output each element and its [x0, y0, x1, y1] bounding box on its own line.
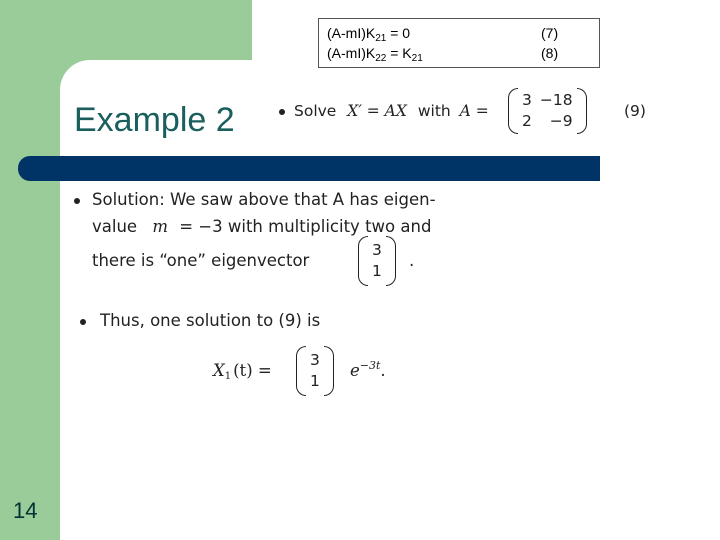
- solution-period: .: [409, 251, 415, 270]
- title-rule-bar: [18, 156, 600, 181]
- solution-vector: 3 1: [296, 346, 334, 396]
- problem-statement: Solve X′ = AX with A =: [294, 102, 489, 120]
- matrix-a: 3 −18 2 −9: [508, 88, 587, 134]
- solution-lhs: $X_1$ (t) =: [213, 361, 272, 382]
- equation-7-number: (7): [541, 25, 559, 41]
- equation-8-number: (8): [541, 45, 559, 61]
- thus-line: Thus, one solution to (9) is: [100, 311, 321, 330]
- bullet: [279, 109, 285, 115]
- equation-box: [318, 18, 600, 68]
- bullet: [74, 198, 80, 204]
- eigenvector: 3 1: [358, 236, 396, 286]
- equation-7: $(A-mI)K_{21} = 0$: [327, 25, 411, 44]
- solution-line-3: there is “one” eigenvector: [92, 251, 310, 270]
- exponential-term: $e^{-3t}$.: [350, 359, 386, 380]
- slide-title: Example 2: [74, 101, 235, 139]
- solution-line-2: value m = −3 with multiplicity two and: [92, 217, 432, 236]
- slide-number: 14: [13, 498, 38, 523]
- solution-line-1: Solution: We saw above that A has eigen-: [92, 190, 436, 209]
- left-sidebar-bar: [0, 0, 60, 540]
- equation-9-number: (9): [624, 102, 646, 120]
- bullet: [80, 319, 86, 325]
- equation-8: $(A-mI)K_{22} = K_{21}$: [327, 45, 423, 64]
